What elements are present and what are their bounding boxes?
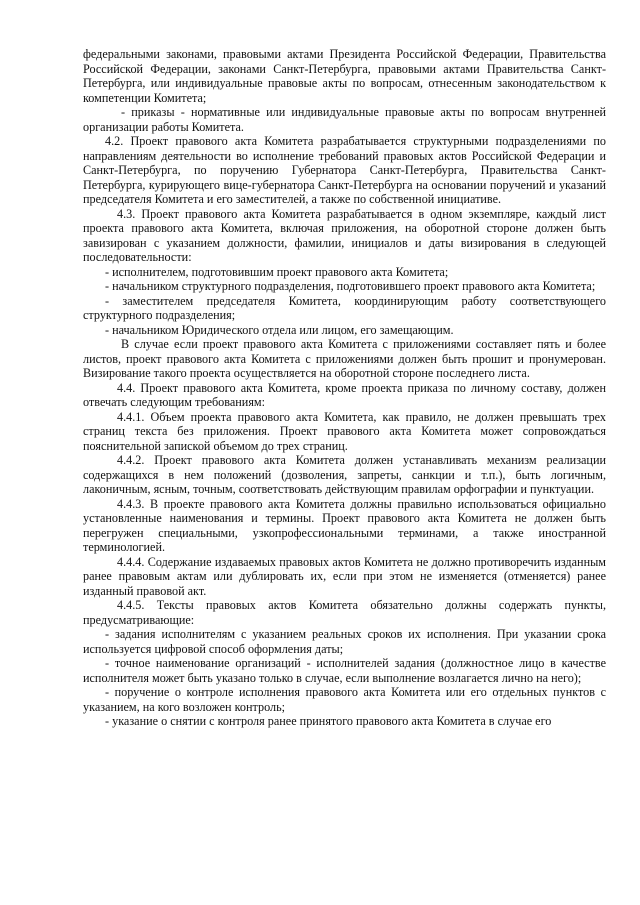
paragraph-binding-rule: В случае если проект правового акта Комитета с приложениями составляет пять и более листов, проект правового акта Комитета с приложениями должен быть прошит и пронумерован. Визирование такого проекта осуществляется на оборотной стороне последнего листа. xyxy=(83,337,606,380)
paragraph-4-4-2: 4.4.2. Проект правового акта Комитета должен устанавливать механизм реализации содержащихся в нем положений (дозволения, запреты, санкции и т.п.), быть логичным, лаконичным, ясным, точным, соответствовать действующим правилам орфографии и пунктуации. xyxy=(83,453,606,496)
paragraph-4-4-1: 4.4.1. Объем проекта правового акта Комитета, как правило, не должен превышать трех страниц текста без приложения. Проект правового акта Комитета может сопровождаться пояснительной запиской объемом до трех страниц. xyxy=(83,409,606,453)
paragraph-4-4-5: 4.4.5. Тексты правовых актов Комитета обязательно должны содержать пункты, предусматривающие: xyxy=(83,598,606,627)
paragraph-4-4-3: 4.4.3. В проекте правового акта Комитета должны правильно использоваться официально установленные наименования и термины. Проект правового акта Комитета не должен быть перегружен специальными, узкопрофессиональными терминами, а также иностранной терминологией. xyxy=(83,496,606,554)
paragraph-4-4-4: 4.4.4. Содержание издаваемых правовых актов Комитета не должно противоречить изданным ранее правовым актам или дублировать их, если при этом не изменяется (отменяется) ранее изданный правовой акт. xyxy=(83,554,606,598)
list-item-organizations: - точное наименование организаций - исполнителей задания (должностное лицо в качестве исполнителя может быть указано только в случае, если выполнение возлагается лично на него); xyxy=(83,656,606,685)
paragraph-4-4: 4.4. Проект правового акта Комитета, кроме проекта приказа по личному составу, должен отвечать следующим требованиям: xyxy=(83,380,606,409)
document-page xyxy=(83,47,606,729)
list-item-tasks: - задания исполнителям с указанием реальных сроков их исполнения. При указании срока используется цифровой способ оформления даты; xyxy=(83,627,606,656)
paragraph-orders: - приказы - нормативные или индивидуальные правовые акты по вопросам внутренней организации работы Комитета. xyxy=(83,105,606,134)
list-item-legal-head: - начальником Юридического отдела или лицом, его замещающим. xyxy=(105,322,454,337)
list-item-control: - поручение о контроле исполнения правового акта Комитета или его отдельных пунктов с указанием, на кого возложен контроль; xyxy=(83,685,606,714)
paragraph-continuation: федеральными законами, правовыми актами Президента Российской Федерации, Правительства Российской Федерации, законами Санкт-Петербурга, правовыми актами Правительства Санкт-Петербурга, или индивидуальные правовые акты по вопросам, отнесенным законодательством к компетенции Комитета; xyxy=(83,47,606,105)
list-item-removal: - указание о снятии с контроля ранее принятого правового акта Комитета в случае его xyxy=(105,714,552,728)
list-item-department-head: - начальником структурного подразделения, подготовившего проект правового акта Комитета; xyxy=(105,279,596,293)
paragraph-4-2: 4.2. Проект правового акта Комитета разрабатывается структурными подразделениями по направлениям деятельности во исполнение требований правовых актов Российской Федерации и Санкт-Петербурга, по поручению Губернатора Санкт-Петербурга, Правительства Санкт-Петербурга, курирующего вице-губернатора Санкт-Петербурга на основании поручений и указаний председателя Комитета и его заместителей, а также по собственной инициативе. xyxy=(83,134,606,206)
list-item-deputy-chairman: - заместителем председателя Комитета, координирующим работу соответствующего структурного подразделения; xyxy=(83,293,606,322)
list-item-executor: - исполнителем, подготовившим проект правового акта Комитета; xyxy=(105,264,449,279)
paragraph-4-3: 4.3. Проект правового акта Комитета разрабатывается в одном экземпляре, каждый лист проекта правового акта Комитета, включая приложения, на оборотной стороне должен быть завизирован с указанием должности, фамилии, инициалов и даты визирования в следующей последовательности: xyxy=(83,206,606,264)
